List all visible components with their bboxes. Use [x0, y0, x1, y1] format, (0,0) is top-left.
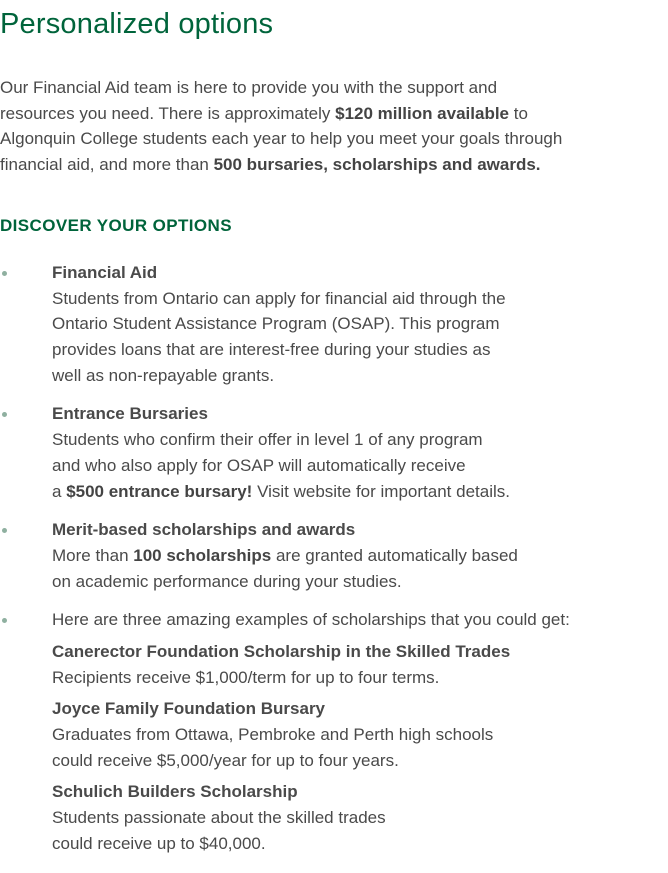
text-line [52, 286, 668, 312]
item-title: Merit-based scholarships and awards [52, 520, 356, 540]
text-segment: resources you need. There is approximately [0, 103, 336, 123]
text-segment: Ontario Student Assistance Program (OSAP). This program [52, 314, 500, 334]
text-line [52, 831, 668, 857]
text-segment: a [52, 481, 67, 501]
text-segment: Our Financial Aid team is here to provide you with the support and [0, 78, 498, 97]
list-item [0, 517, 668, 594]
scholarship-example [52, 639, 668, 690]
text-line [0, 152, 562, 178]
text-line [52, 722, 668, 748]
text-segment: More than [52, 545, 134, 565]
text-segment: provides loans that are interest-free during your studies as [52, 340, 491, 360]
text-segment: Graduates from Ottawa, Pembroke and Perth high schools [52, 725, 494, 744]
text-line [52, 337, 668, 363]
page-title: Personalized options [0, 8, 274, 40]
text-segment: Visit website for important details. [252, 481, 510, 501]
text-segment: well as non-repayable grants. [52, 365, 275, 385]
list-item [0, 607, 668, 856]
text-segment: could receive $5,000/year for up to four years. [52, 750, 399, 770]
text-segment: Students from Ontario can apply for financial aid through the [52, 288, 506, 308]
section-heading: DISCOVER YOUR OPTIONS [0, 216, 232, 235]
list-item [0, 401, 668, 504]
scholarship-example [52, 779, 668, 856]
list-item [0, 260, 668, 388]
text-line [52, 543, 668, 569]
scholarship-title: Canerector Foundation Scholarship in the Skilled Trades [52, 641, 511, 661]
scholarship-title: Joyce Family Foundation Bursary [52, 699, 326, 719]
text-line [52, 453, 668, 479]
text-segment: Students who confirm their offer in level 1 of any program [52, 430, 483, 450]
text-line [52, 665, 668, 691]
text-line [52, 427, 668, 453]
bold-text: $120 million available [335, 103, 510, 123]
text-line [52, 311, 668, 337]
bullet-icon [2, 412, 7, 417]
text-line [0, 101, 562, 127]
text-line [0, 126, 562, 152]
text-segment: and who also apply for OSAP will automatically receive [52, 455, 466, 475]
text-segment: Here are three amazing examples of scholarships that you could get: [52, 610, 570, 630]
text-segment: on academic performance during your studies. [52, 571, 402, 591]
intro-paragraph [0, 75, 562, 178]
bold-text: 500 bursaries, scholarships and awards. [213, 155, 541, 175]
item-title: Entrance Bursaries [52, 404, 208, 424]
item-title: Financial Aid [52, 263, 158, 282]
bullet-icon [2, 528, 7, 533]
text-segment: to [509, 103, 528, 123]
text-segment: Students passionate about the skilled trades [52, 808, 386, 828]
text-segment: Algonquin College students each year to help you meet your goals through [0, 129, 563, 149]
text-line [0, 75, 562, 101]
text-line [52, 569, 668, 595]
bold-text: $500 entrance bursary! [66, 481, 253, 501]
bold-text: 100 scholarships [133, 545, 272, 565]
bullet-icon [2, 271, 7, 276]
text-segment: financial aid, and more than [0, 155, 214, 175]
text-line [52, 748, 668, 774]
bullet-icon [2, 618, 7, 623]
text-line [52, 479, 668, 505]
text-line [52, 363, 668, 389]
text-line [52, 607, 668, 633]
text-segment: Recipients receive $1,000/term for up to four terms. [52, 667, 440, 687]
text-segment: are granted automatically based [271, 545, 518, 565]
scholarship-example [52, 696, 668, 773]
options-list [0, 260, 668, 869]
scholarship-title: Schulich Builders Scholarship [52, 782, 298, 802]
text-line [52, 805, 668, 831]
text-segment: could receive up to $40,000. [52, 833, 266, 853]
